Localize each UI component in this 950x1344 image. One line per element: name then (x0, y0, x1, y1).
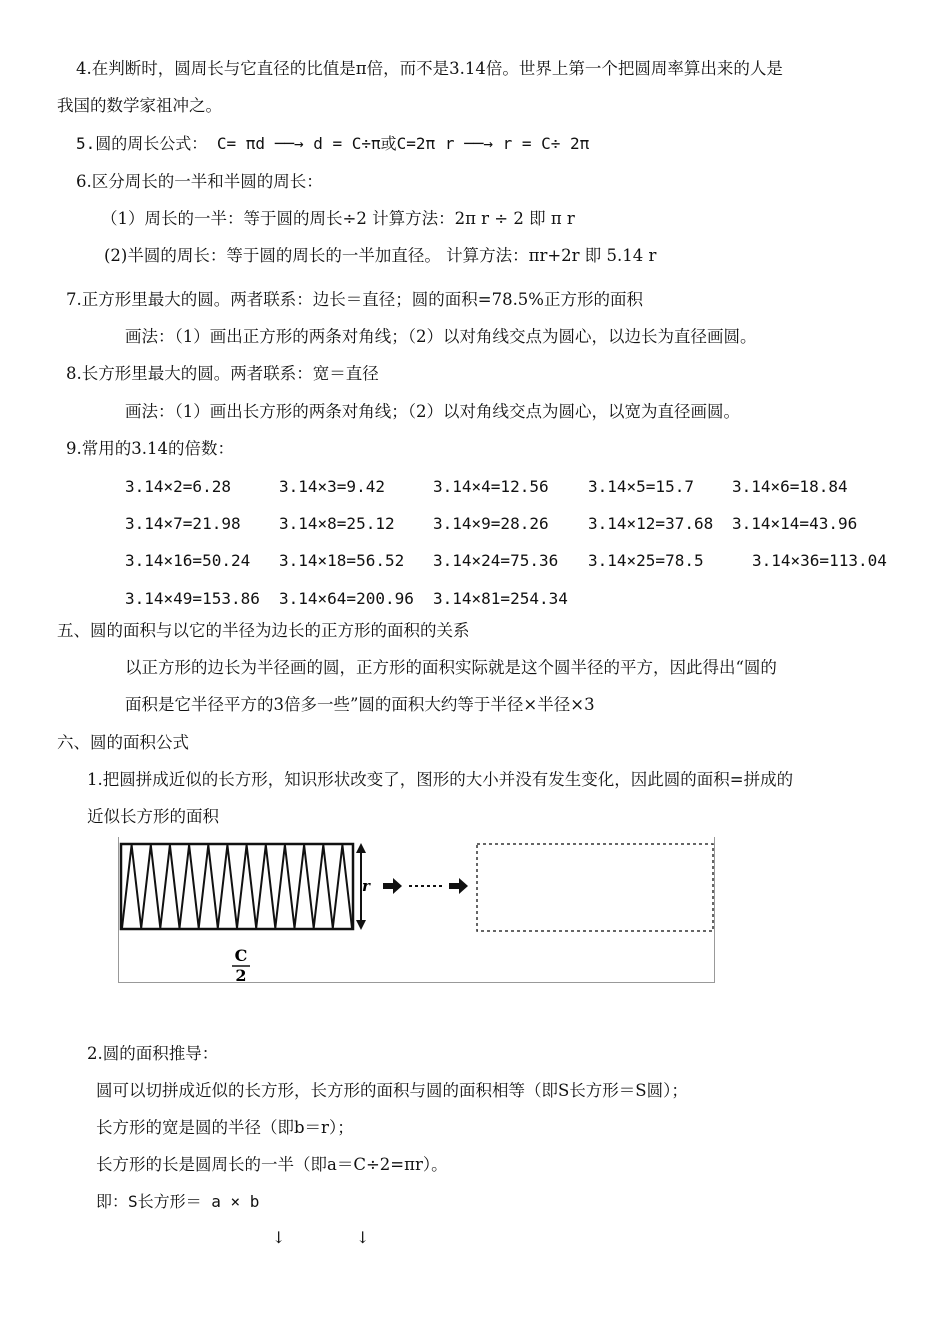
multiple-cell: 3.14×49=153.86 (125, 589, 260, 608)
item-6-1: （1）周长的一半：等于圆的周长÷2 计算方法：2π r ÷ 2 即 π r (101, 209, 575, 228)
item-4-line1: 4.在判断时，圆周长与它直径的比值是π倍，而不是3.14倍。世界上第一个把圆周率算出来的人是 (76, 59, 783, 78)
multiple-cell: 3.14×4=12.56 (433, 477, 549, 496)
circle-to-rectangle-figure (118, 837, 715, 983)
item-8-heading: 8.长方形里最大的圆。两者联系：宽＝直径 (66, 364, 379, 383)
item-6-heading: 6.区分周长的一半和半圆的周长： (76, 172, 323, 191)
multiple-cell: 3.14×14=43.96 (732, 514, 858, 533)
fraction-denominator: 2 (235, 966, 247, 983)
multiple-cell: 3.14×8=25.12 (279, 514, 395, 533)
multiple-cell: 3.14×24=75.36 (433, 551, 559, 570)
sector-rectangle (121, 844, 353, 929)
multiple-cell: 3.14×9=28.26 (433, 514, 549, 533)
fraction-numerator: C (234, 946, 248, 965)
item-6-2: (2)半圆的周长：等于圆的周长的一半加直径。 计算方法：πr+2r 即 5.14 r (104, 246, 657, 265)
item-5-circumference-formula: 5.圆的周长公式： C= πd ──→ d = C÷π或C=2π r ──→ r = C÷ 2π (76, 134, 590, 153)
down-arrow-icon: ↓ (356, 1228, 370, 1247)
item-7-heading: 7.正方形里最大的圆。两者联系：边长＝直径；圆的面积=78.5%正方形的面积 (66, 290, 643, 309)
multiple-cell: 3.14×64=200.96 (279, 589, 414, 608)
multiple-cell: 3.14×16=50.24 (125, 551, 251, 570)
section-5-para-line1: 以正方形的边长为半径画的圆，正方形的面积实际就是这个圆半径的平方，因此得出“圆的 (125, 658, 777, 677)
item-9-heading: 9.常用的3.14的倍数： (66, 439, 234, 458)
section-6-1-line2: 近似长方形的面积 (87, 807, 219, 826)
section-6-1-line1: 1.把圆拼成近似的长方形，知识形状改变了，图形的大小并没有发生变化，因此圆的面积=拼成的 (87, 770, 794, 789)
approx-rectangle (477, 844, 713, 931)
item-4-line2: 我国的数学家祖冲之。 (57, 96, 222, 115)
section-6-2-line3: 长方形的长是圆周长的一半（即a＝C÷2=πr）。 (96, 1155, 448, 1174)
section-6-2-heading: 2.圆的面积推导： (87, 1044, 219, 1063)
multiple-cell: 3.14×2=6.28 (125, 477, 231, 496)
multiple-cell: 3.14×3=9.42 (279, 477, 385, 496)
multiple-cell: 3.14×18=56.52 (279, 551, 405, 570)
half-circumference-label (232, 946, 250, 983)
figure-drawing (118, 837, 715, 983)
multiple-cell: 3.14×25=78.5 (588, 551, 704, 570)
multiple-cell: 3.14×7=21.98 (125, 514, 241, 533)
radius-label: r (362, 877, 370, 895)
section-6-2-line2: 长方形的宽是圆的半径（即b＝r）； (96, 1118, 354, 1137)
radius-dimension (356, 843, 371, 930)
section-5-para-line2: 面积是它半径平方的3倍多一些”圆的面积大约等于半径×半径×3 (125, 695, 595, 714)
multiple-cell: 3.14×12=37.68 (588, 514, 714, 533)
section-5-heading: 五、圆的面积与以它的半径为边长的正方形的面积的关系 (57, 621, 470, 640)
multiple-cell: 3.14×36=113.04 (752, 551, 887, 570)
section-6-2-line1: 圆可以切拼成近似的长方形，长方形的面积与圆的面积相等（即S长方形＝S圆）； (96, 1081, 688, 1100)
section-6-heading: 六、圆的面积公式 (57, 733, 189, 752)
multiple-cell: 3.14×81=254.34 (433, 589, 568, 608)
multiple-cell: 3.14×6=18.84 (732, 477, 848, 496)
section-6-2-formula: 即：S长方形＝ a × b (96, 1192, 260, 1211)
down-arrow-icon: ↓ (272, 1228, 286, 1247)
item-7-method: 画法：（1）画出正方形的两条对角线；（2）以对角线交点为圆心，以边长为直径画圆。 (125, 327, 757, 346)
item-8-method: 画法：（1）画出长方形的两条对角线；（2）以对角线交点为圆心，以宽为直径画圆。 (125, 402, 740, 421)
transform-arrow (383, 878, 468, 894)
multiple-cell: 3.14×5=15.7 (588, 477, 694, 496)
